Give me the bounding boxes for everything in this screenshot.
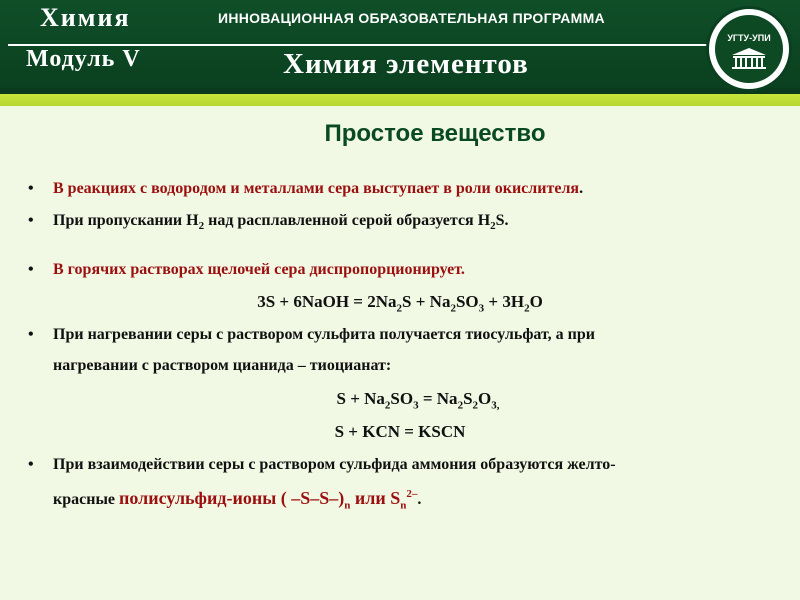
equation-3: S + KCN = KSCN bbox=[334, 422, 466, 441]
p2-part: При пропускании H bbox=[53, 212, 199, 229]
eq-part: O bbox=[478, 389, 492, 408]
paragraph-3: В горячих растворах щелочей сера диспропорционирует. bbox=[53, 261, 465, 278]
course-title: Химия элементов bbox=[283, 48, 529, 80]
polysulfide-text: полисульфид-ионы ( –S–S–) bbox=[119, 488, 345, 508]
paragraph-5-line-2 bbox=[53, 488, 421, 512]
header-bar bbox=[0, 0, 800, 94]
eq-part: 3S + 6NaOH = 2Na bbox=[257, 292, 397, 311]
eq-part: SO bbox=[455, 292, 479, 311]
eq-part: = Na bbox=[418, 389, 458, 408]
equation-2 bbox=[18, 389, 800, 411]
paragraph-1-end: . bbox=[579, 180, 584, 197]
p5-end: . bbox=[417, 491, 422, 508]
p5-sup: 2– bbox=[406, 488, 418, 500]
p2-part: над расплавленной серой образуется H bbox=[204, 212, 491, 229]
p5-sub: n bbox=[344, 499, 351, 512]
eq-sub: 2 bbox=[396, 302, 403, 315]
eq-part: S + Na bbox=[402, 292, 451, 311]
logo-text: УГТУ-УПИ bbox=[727, 33, 771, 43]
p5-part: красные bbox=[53, 491, 120, 508]
bullet-4: • bbox=[28, 326, 34, 343]
eq-sub: 2 bbox=[524, 302, 530, 315]
bullet-3: • bbox=[28, 261, 34, 278]
eq-part: O bbox=[529, 292, 543, 311]
eq-sub: 3, bbox=[491, 399, 500, 412]
eq-sub: 3 bbox=[413, 399, 419, 412]
p2-part: S. bbox=[495, 212, 509, 229]
eq-part: + 3H bbox=[484, 292, 525, 311]
subject-title: Химия bbox=[40, 3, 131, 32]
bullet-5: • bbox=[28, 456, 34, 473]
paragraph-2 bbox=[53, 212, 509, 232]
building-icon bbox=[730, 47, 768, 69]
eq-part: S + Na bbox=[336, 389, 385, 408]
eq-sub: 3 bbox=[478, 302, 485, 315]
paragraph-5-line-1: При взаимодействии серы с раствором сульфида аммония образуются желто- bbox=[53, 456, 616, 473]
p5-red bbox=[119, 488, 418, 512]
equation-1 bbox=[0, 292, 800, 314]
paragraph-1-text: В реакциях с водородом и металлами сера выступает в роли окислителя bbox=[53, 180, 580, 197]
eq-sub: 2 bbox=[472, 399, 479, 412]
paragraph-1 bbox=[53, 180, 583, 198]
program-label: ИННОВАЦИОННАЯ ОБРАЗОВАТЕЛЬНАЯ ПРОГРАММА bbox=[218, 10, 605, 26]
bullet-1: • bbox=[28, 180, 34, 197]
paragraph-4-line-2: нагревании с раствором цианида – тиоцианат: bbox=[53, 357, 392, 374]
p5-sub: n bbox=[400, 499, 407, 512]
accent-band bbox=[0, 94, 800, 106]
slide-title: Простое вещество bbox=[324, 120, 546, 147]
eq-sub: 2 bbox=[384, 399, 391, 412]
eq-sub: 2 bbox=[450, 302, 456, 315]
eq-part: SO bbox=[390, 389, 414, 408]
module-label: Модуль V bbox=[26, 46, 141, 72]
eq-part: S bbox=[463, 389, 473, 408]
p2-sub: 2 bbox=[198, 220, 205, 233]
eq-sub: 2 bbox=[457, 399, 464, 412]
university-logo bbox=[706, 6, 792, 92]
p2-sub: 2 bbox=[490, 220, 496, 233]
bullet-2: • bbox=[28, 212, 34, 229]
paragraph-4-line-1: При нагревании серы с раствором сульфита получается тиосульфат, а при bbox=[53, 326, 595, 343]
p5-part: или S bbox=[350, 488, 401, 508]
